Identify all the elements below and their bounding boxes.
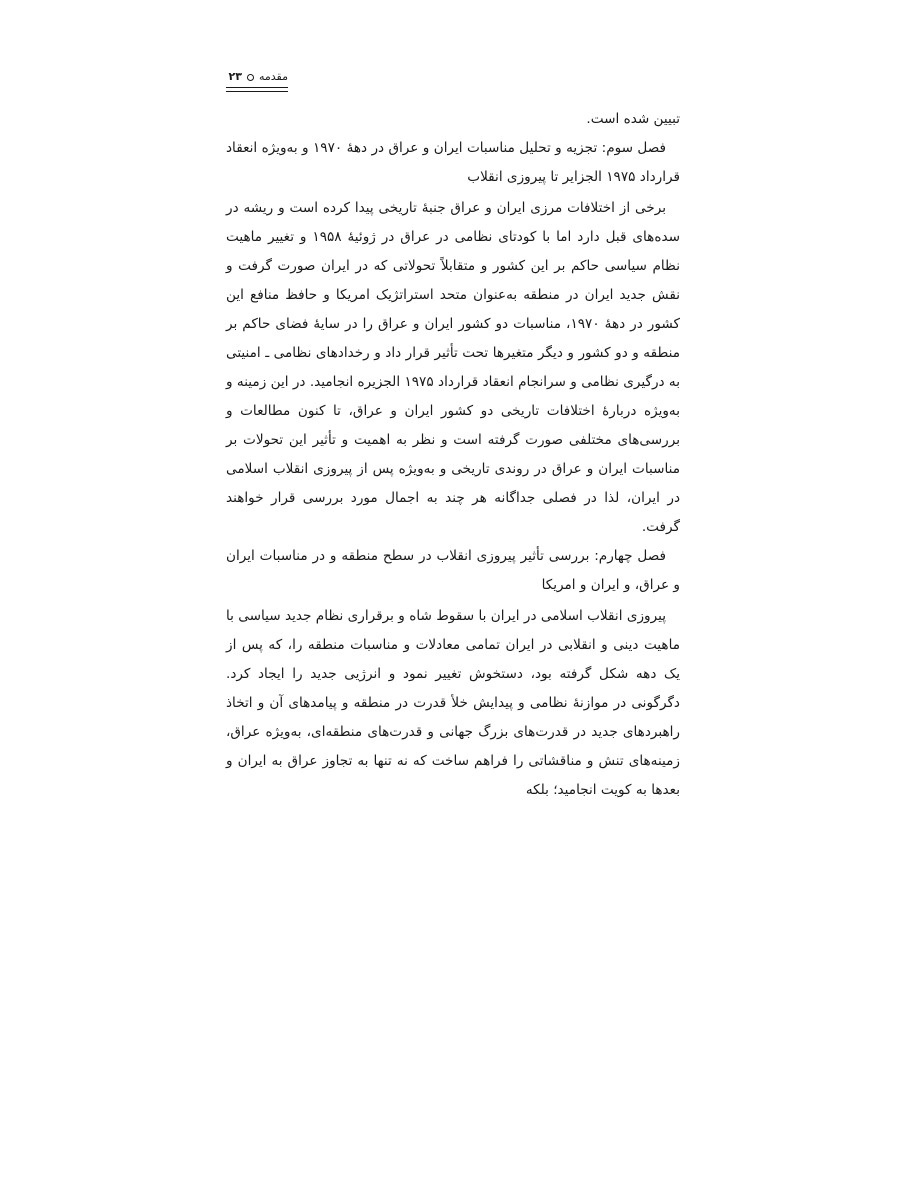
chapter-three-heading: فصل سوم: تجزیه و تحلیل مناسبات ایران و عراق در دهۀ ۱۹۷۰ و به‌ویژه انعقاد قرارداد ۱۹۷۵ الجزایر تا پیروزی انقلاب xyxy=(226,140,680,185)
header-double-rule xyxy=(226,87,288,92)
page-number: ۲۳ xyxy=(228,70,242,83)
circle-separator-icon xyxy=(247,74,254,81)
running-header xyxy=(226,70,288,84)
paragraph-continuation: تبیین شده است. xyxy=(586,111,680,127)
paragraph-chapter-three: برخی از اختلافات مرزی ایران و عراق جنبۀ تاریخی پیدا کرده است و ریشه در سده‌های قبل دارد اما با کودتای نظامی در عراق در ژوئیۀ ۱۹۵۸ و تغییر ماهیت نظام سیاسی حاکم بر این کشور و متقابلاً تحولاتی که در ایران صورت گرفت و نقش جدید ایران در منطقه به‌عنوان متحد استراتژیک امریکا و حافظ منافع این کشور در دهۀ ۱۹۷۰، مناسبات دو کشور ایران و عراق را در سایۀ فضای حاکم بر منطقه و دو کشور و دیگر متغیرها تحت تأثیر قرار داد و رخدادهای نظامی ـ امنیتی به درگیری نظامی و سرانجام انعقاد قرارداد ۱۹۷۵ الجزیره انجامید. در این زمینه و به‌ویژه دربارۀ اختلافات تاریخی دو کشور ایران و عراق، تا کنون مطالعات و بررسی‌های مختلفی صورت گرفته است و نظر به اهمیت و تأثیر این تحولات بر مناسبات ایران و عراق در روندی تاریخی و به‌ویژه پس از پیروزی انقلاب اسلامی در ایران، لذا در فصلی جداگانه هر چند به اجمال مورد بررسی قرار خواهند گرفت. xyxy=(226,200,680,535)
section-title: مقدمه xyxy=(258,70,288,83)
body-text xyxy=(226,105,680,805)
paragraph-chapter-four: پیروزی انقلاب اسلامی در ایران با سقوط شاه و برقراری نظام جدید سیاسی با ماهیت دینی و انقلابی در ایران تمامی معادلات و مناسبات منطقه را، که پس از یک دهه شکل گرفته بود، دستخوش تغییر نمود و انرژیی جدید را ایجاد کرد. دگرگونی در موازنۀ نظامی و پیدایش خلأ قدرت در منطقه و پیامدهای آن و اتخاذ راهبردهای جدید در قدرت‌های بزرگ جهانی و قدرت‌های منطقه‌ای، به‌ویژه عراق، زمینه‌های تنش و مناقشاتی را فراهم ساخت که نه تنها به تجاوز عراق به ایران و بعدها به کویت انجامید؛ بلکه xyxy=(226,608,680,798)
chapter-four-heading: فصل چهارم: بررسی تأثیر پیروزی انقلاب در سطح منطقه و در مناسبات ایران و عراق، و ایران و امریکا xyxy=(226,548,680,593)
